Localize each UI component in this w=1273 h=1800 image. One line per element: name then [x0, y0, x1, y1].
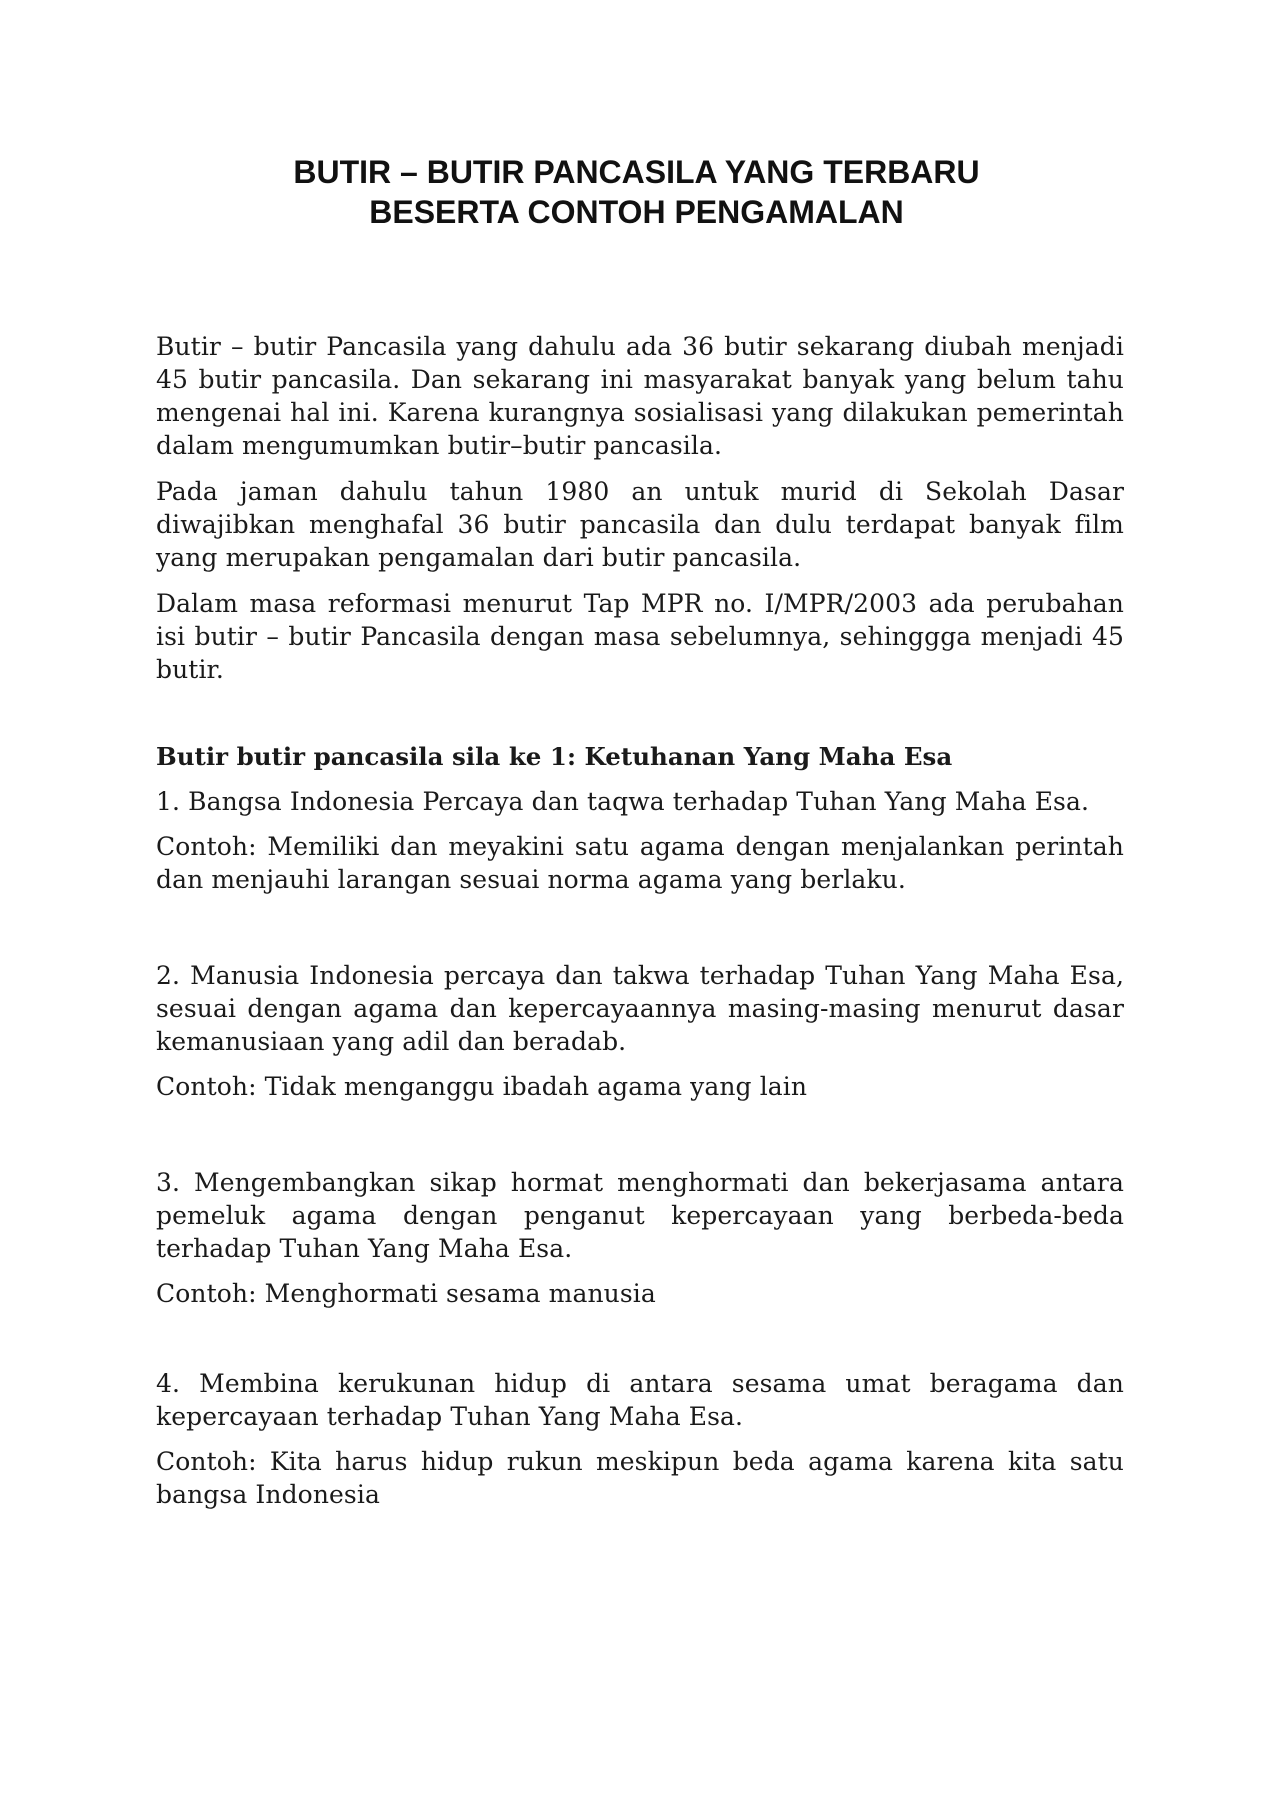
butir-item-4: [156, 1367, 1124, 1511]
butir-example: Contoh: Memiliki dan meyakini satu agama dengan menjalankan perintah dan menjauhi larangan sesuai norma agama yang berlaku.: [156, 832, 1124, 894]
spacer: [156, 909, 1124, 959]
spacer: [156, 1116, 1124, 1166]
butir-text: 2. Manusia Indonesia percaya dan takwa terhadap Tuhan Yang Maha Esa, sesuai dengan agama dan kepercayaannya masing-masing menurut dasar kemanusiaan yang adil dan beradab.: [156, 961, 1124, 1056]
butir-item-1: [156, 785, 1124, 896]
intro-paragraph-2: Pada jaman dahulu tahun 1980 an untuk murid di Sekolah Dasar diwajibkan menghafal 36 butir pancasila dan dulu terdapat banyak film yang merupakan pengamalan dari butir pancasila.: [156, 477, 1124, 572]
section-heading: Butir butir pancasila sila ke 1: Ketuhanan Yang Maha Esa: [156, 742, 953, 771]
butir-text: 4. Membina kerukunan hidup di antara sesama umat beragama dan kepercayaan terhadap Tuhan Yang Maha Esa.: [156, 1369, 1124, 1431]
butir-example: Contoh: Kita harus hidup rukun meskipun beda agama karena kita satu bangsa Indonesia: [156, 1447, 1124, 1509]
butir-item-3: [156, 1166, 1124, 1310]
document-body: [156, 330, 1124, 1524]
butir-text: 1. Bangsa Indonesia Percaya dan taqwa terhadap Tuhan Yang Maha Esa.: [156, 787, 1090, 816]
title-line-1: BUTIR – BUTIR PANCASILA YANG TERBARU: [293, 154, 980, 190]
butir-text: 3. Mengembangkan sikap hormat menghormati dan bekerjasama antara pemeluk agama dengan penganut kepercayaan yang berbeda-beda terhadap Tuhan Yang Maha Esa.: [156, 1168, 1124, 1263]
butir-item-2: [156, 959, 1124, 1103]
document-title: [0, 152, 1273, 232]
title-line-2: BESERTA CONTOH PENGAMALAN: [369, 194, 904, 230]
intro-paragraph-1: Butir – butir Pancasila yang dahulu ada 36 butir sekarang diubah menjadi 45 butir pancasila. Dan sekarang ini masyarakat banyak yang belum tahu mengenai hal ini. Karena kurangnya sosialisasi yang dilakukan pemerintah dalam mengumumkan butir–butir pancasila.: [156, 332, 1124, 460]
butir-example: Contoh: Menghormati sesama manusia: [156, 1279, 656, 1308]
butir-example: Contoh: Tidak menganggu ibadah agama yang lain: [156, 1072, 808, 1101]
intro-paragraph-3: Dalam masa reformasi menurut Tap MPR no. I/MPR/2003 ada perubahan isi butir – butir Pancasila dengan masa sebelumnya, sehinggga menjadi 45 butir.: [156, 589, 1124, 684]
spacer: [156, 1323, 1124, 1367]
